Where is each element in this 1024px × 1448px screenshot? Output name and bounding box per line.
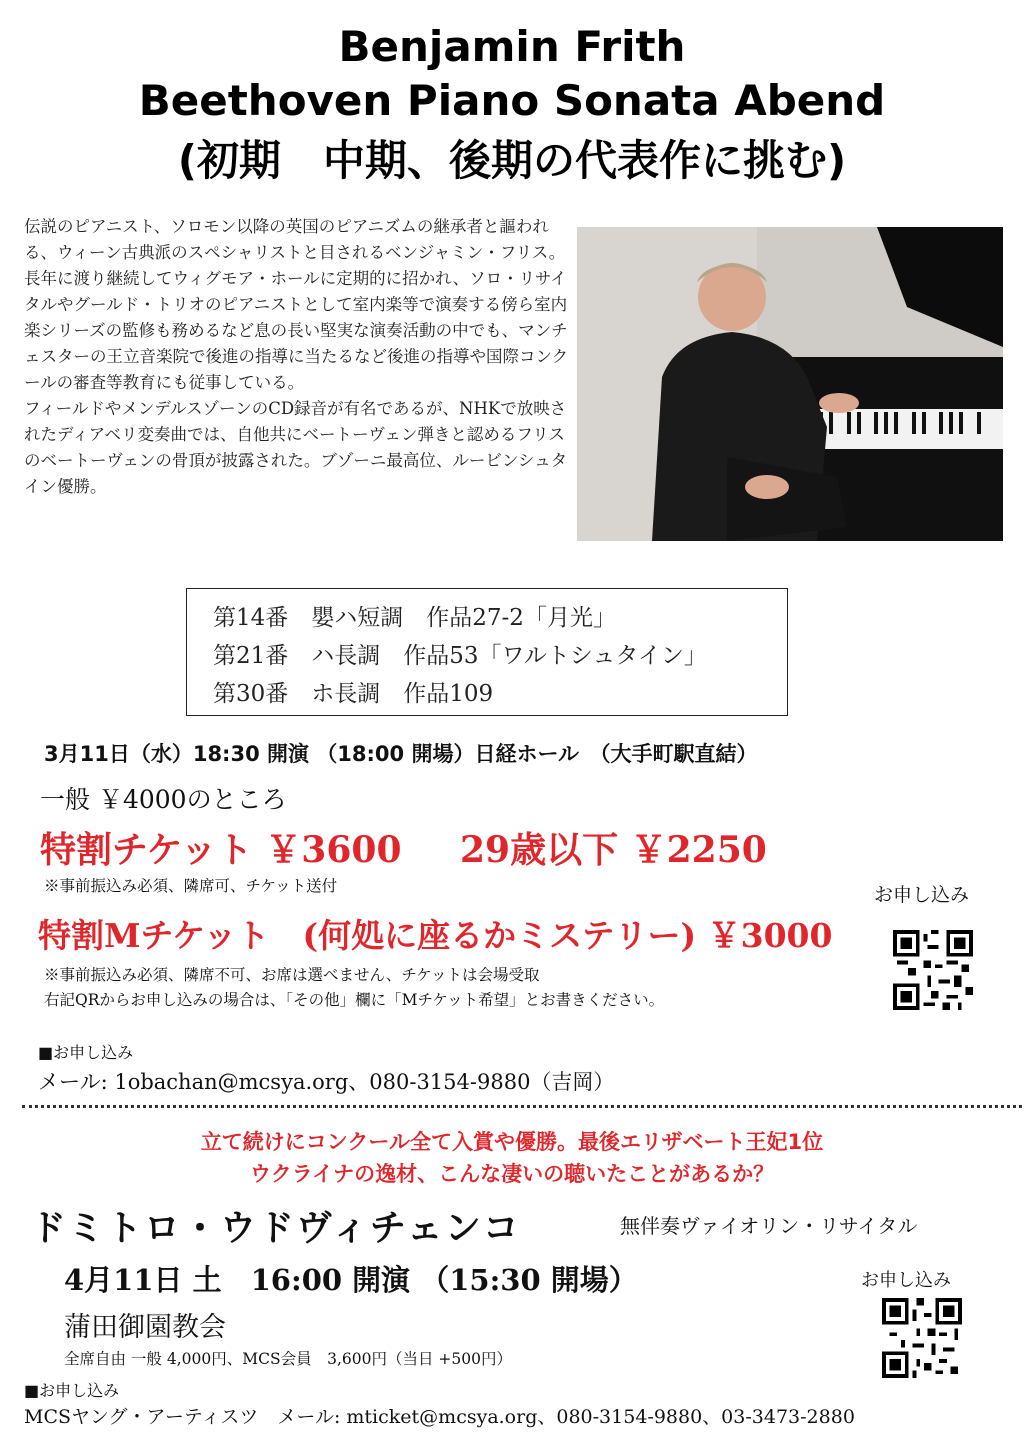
bio-text: [24, 214, 569, 500]
pianist-photo: [577, 227, 1003, 541]
apply-heading-1: ■お申し込み: [38, 1043, 134, 1062]
apply-contact-1: メール: 1obachan@mcsya.org、080-3154-9880（吉岡）: [38, 1070, 615, 1094]
bio-paragraph: 伝説のピアニスト、ソロモン以降の英国のピアニズムの継承者と謳われる、ウィーン古典派のスペシャリストと目されるベンジャミン・フリス。: [24, 217, 566, 262]
program-item: 第30番 ホ長調 作品109: [213, 681, 494, 707]
program-box: [186, 588, 788, 716]
concert1-general-price: 一般 ￥4000のところ: [40, 785, 287, 814]
bio-paragraph: フィールドやメンデルスゾーンのCD録音が有名であるが、NHKで放映されたディアベリ変奏曲では、自他共にベートーヴェン弾きと認めるフリスのベートーヴェンの骨頂が披露された。ブゾーニ最高位、ルービンシュタイン優勝。: [24, 399, 568, 496]
title-line3: (初期 中期、後期の代表作に挑む): [177, 136, 847, 185]
m-ticket-price: 特割Mチケット (何処に座るかミステリー) ￥3000: [38, 916, 833, 955]
concert2-headline1: 立て続けにコンクール全て入賞や優勝。最後エリザベート王妃1位: [200, 1130, 824, 1154]
m-ticket-instruction: 右記QRからお申し込みの場合は、「その他」欄に「Mチケット希望」とお書きください。: [44, 991, 665, 1009]
apply-label-qr-1: お申し込み: [874, 884, 970, 906]
concert2-headline2: ウクライナの逸材、こんな凄いの聴いたことがあるか？: [249, 1162, 775, 1186]
qr-code-icon[interactable]: [882, 1298, 962, 1382]
recital-type: 無伴奏ヴァイオリン・リサイタル: [620, 1214, 918, 1238]
qr-code-icon[interactable]: [893, 930, 973, 1014]
special-ticket-price: 特割チケット ￥3600: [40, 829, 402, 871]
title-line1: Benjamin Frith: [338, 22, 686, 71]
apply-heading-2: ■お申し込み: [24, 1381, 120, 1400]
concert2-venue: 蒲田御園教会: [64, 1312, 226, 1343]
title-line2: Beethoven Piano Sonata Abend: [138, 76, 886, 125]
concert1-datetime: 3月11日（水）18:30 開演 （18:00 開場）日経ホール （大手町駅直結）: [44, 742, 758, 766]
bio-paragraph: 長年に渡り継続してウィグモア・ホールに定期的に招かれ、ソロ・リサイタルやグールド・トリオのピアニストとして室内楽等で演奏する傍ら室内楽シリーズの監修も務めるなど息の長い堅実な演奏活動の中でも、マンチェスターの王立音楽院で後進の指導に当たるなど後進の指導や国際コンクールの審査等教育にも従事している。: [24, 269, 569, 392]
apply-label-qr-2: お申し込み: [861, 1270, 951, 1291]
artist-name: ドミトロ・ウドヴィチェンコ: [30, 1208, 521, 1249]
section-divider: [22, 1105, 1022, 1108]
under29-price: 29歳以下 ￥2250: [460, 829, 767, 871]
m-ticket-note: ※事前振込み必須、隣席不可、お席は選べません、チケットは会場受取: [44, 966, 540, 984]
concert2-datetime: 4月11日 土 16:00 開演 （15:30 開場）: [64, 1263, 638, 1297]
program-item: 第14番 嬰ハ短調 作品27-2「月光」: [213, 605, 616, 631]
apply-contact-2: MCSヤング・アーティスツ メール: mticket@mcsya.org、080-3154-9880、03-3473-2880: [24, 1406, 855, 1428]
program-item: 第21番 ハ長調 作品53「ワルトシュタイン」: [213, 643, 707, 669]
concert2-price: 全席自由 一般 4,000円、MCS会員 3,600円（当日 +500円）: [64, 1350, 512, 1368]
special-ticket-note: ※事前振込み必須、隣席可、チケット送付: [44, 877, 338, 895]
